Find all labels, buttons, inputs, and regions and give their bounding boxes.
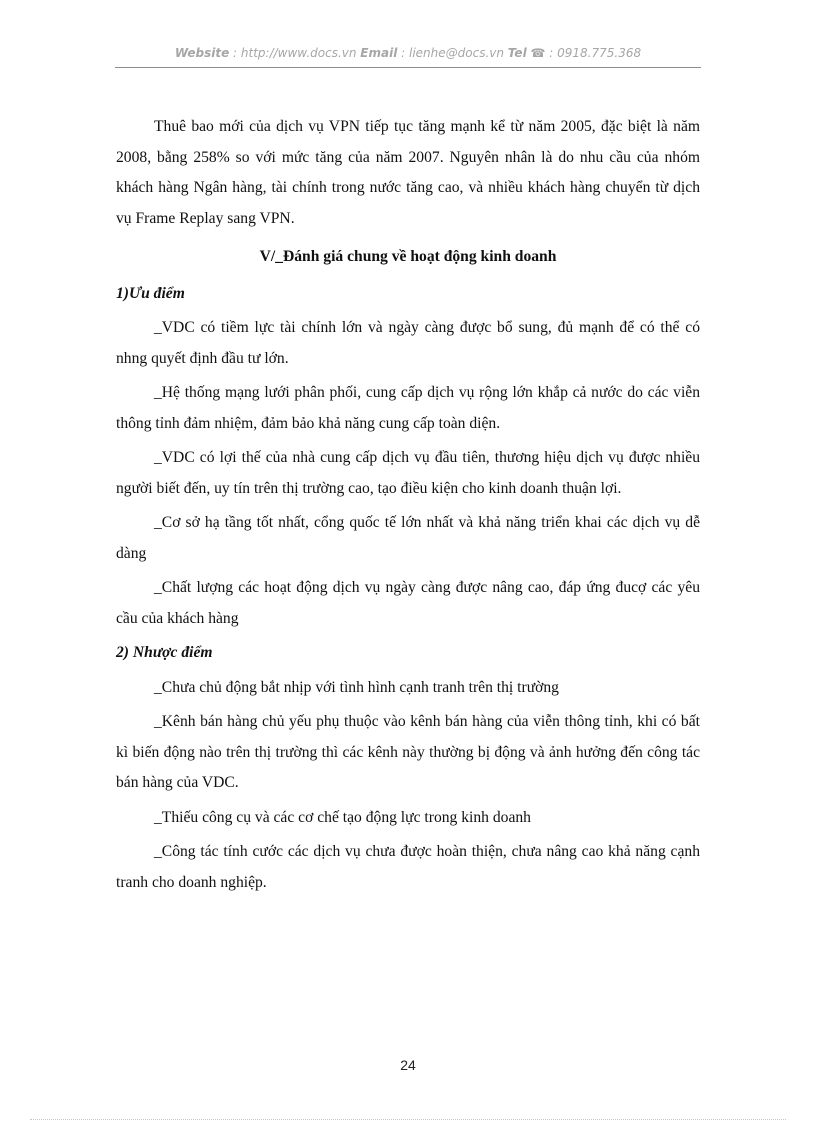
advantage-item: _Hệ thống mạng lưới phân phối, cung cấp dịch vụ rộng lớn khắp cả nước do các viễn thông tỉnh đảm nhiệm, đảm bảo khả năng cung cấp toàn diện. [116,384,700,432]
website-label: Website [174,46,230,60]
tel-value: ☎ : 0918.775.368 [526,46,642,60]
advantage-item: _Chất lượng các hoạt động dịch vụ ngày càng được nâng cao, đáp ứng đucợ các yêu cầu của khách hàng [116,579,700,627]
email-value: : lienhe@docs.vn [397,46,508,60]
advantage-item: _VDC có tiềm lực tài chính lớn và ngày càng được bổ sung, đủ mạnh để có thể có nhng quyết định đầu tư lớn. [116,319,700,367]
email-label: Email [360,46,398,60]
tel-label: Tel [507,46,527,60]
advantages-heading: 1)Ưu điểm [116,284,185,302]
website-value: : http://www.docs.vn [229,46,361,60]
page-content [116,112,700,902]
advantage-item: _Cơ sở hạ tầng tốt nhất, cổng quốc tế lớn nhất và khả năng triển khai các dịch vụ dễ dàng [116,514,700,562]
disadvantages-heading: 2) Nhược điểm [116,644,213,661]
advantage-item: _VDC có lợi thế của nhà cung cấp dịch vụ đầu tiên, thương hiệu dịch vụ được nhiều người biết đến, uy tín trên thị trường cao, tạo điều kiện cho kinh doanh thuận lợi. [116,449,700,497]
intro-paragraph: Thuê bao mới của dịch vụ VPN tiếp tục tăng mạnh kể từ năm 2005, đặc biệt là năm 2008, bằng 258% so với mức tăng của năm 2007. Nguyên nhân là do nhu cầu của nhóm khách hàng Ngân hàng, tài chính trong nước tăng cao, và nhiều khách hàng chuyển từ dịch vụ Frame Replay sang VPN. [116,118,700,227]
disadvantage-item: _Thiếu công cụ và các cơ chế tạo động lực trong kinh doanh [154,808,531,826]
page-header [115,46,701,66]
disadvantage-item: _Chưa chủ động bắt nhịp với tình hình cạnh tranh trên thị trường [154,678,559,696]
disadvantage-item: _Kênh bán hàng chủ yếu phụ thuộc vào kênh bán hàng của viễn thông tỉnh, khi có bất kì biến động nào trên thị trường thì các kênh này thường bị động và ảnh hưởng đến công tác bán hàng của VDC. [116,713,700,791]
header-divider [115,67,701,68]
page-number: 24 [400,1057,416,1073]
page-bottom-divider [30,1119,786,1120]
section-heading: V/_Đánh giá chung về hoạt động kinh doanh [259,248,557,265]
disadvantage-item: _Công tác tính cước các dịch vụ chưa được hoàn thiện, chưa nâng cao khả năng cạnh tranh cho doanh nghiệp. [116,843,700,891]
